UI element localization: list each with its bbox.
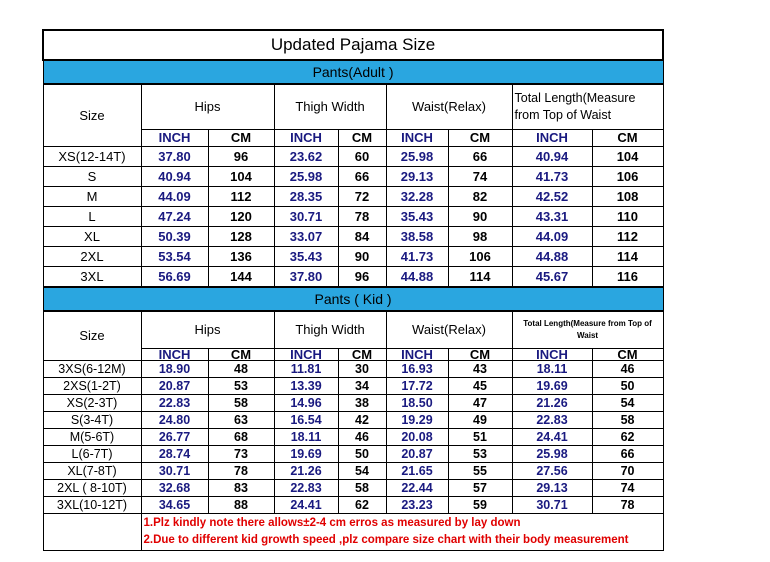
value-inch: 22.83 — [274, 480, 338, 497]
value-inch: 35.43 — [274, 246, 338, 266]
value-cm: 108 — [592, 186, 663, 206]
header-thigh-width: Thigh Width — [274, 84, 386, 129]
value-inch: 24.80 — [141, 412, 208, 429]
table-row — [43, 463, 663, 480]
unit-inch: INCH — [141, 129, 208, 146]
value-inch: 28.35 — [274, 186, 338, 206]
unit-inch: INCH — [386, 349, 448, 361]
value-inch: 18.90 — [141, 361, 208, 378]
value-cm: 42 — [338, 412, 386, 429]
value-cm: 90 — [338, 246, 386, 266]
value-inch: 32.28 — [386, 186, 448, 206]
value-inch: 20.08 — [386, 429, 448, 446]
value-cm: 53 — [448, 446, 512, 463]
size-label: 3XS(6-12M) — [43, 361, 141, 378]
value-cm: 55 — [448, 463, 512, 480]
table-row — [43, 206, 663, 226]
value-inch: 53.54 — [141, 246, 208, 266]
unit-inch: INCH — [512, 129, 592, 146]
value-inch: 26.77 — [141, 429, 208, 446]
size-label: L(6-7T) — [43, 446, 141, 463]
value-inch: 29.13 — [386, 166, 448, 186]
value-inch: 18.11 — [274, 429, 338, 446]
value-cm: 128 — [208, 226, 274, 246]
value-cm: 49 — [448, 412, 512, 429]
value-inch: 11.81 — [274, 361, 338, 378]
value-cm: 66 — [592, 446, 663, 463]
value-cm: 57 — [448, 480, 512, 497]
note-2: 2.Due to different kid growth speed ,plz compare size chart with their body measurement — [143, 534, 629, 546]
value-inch: 20.87 — [141, 378, 208, 395]
value-inch: 17.72 — [386, 378, 448, 395]
value-inch: 20.87 — [386, 446, 448, 463]
value-inch: 50.39 — [141, 226, 208, 246]
value-cm: 50 — [592, 378, 663, 395]
size-label: 3XL(10-12T) — [43, 497, 141, 514]
value-cm: 59 — [448, 497, 512, 514]
section-kid: Pants ( Kid ) — [43, 287, 663, 311]
size-label: XL — [43, 226, 141, 246]
value-inch: 30.71 — [274, 206, 338, 226]
value-inch: 44.09 — [512, 226, 592, 246]
table-row — [43, 266, 663, 287]
value-cm: 47 — [448, 395, 512, 412]
size-label: 2XL — [43, 246, 141, 266]
value-inch: 35.43 — [386, 206, 448, 226]
header-thigh-width: Thigh Width — [274, 311, 386, 349]
unit-inch: INCH — [274, 349, 338, 361]
value-inch: 47.24 — [141, 206, 208, 226]
value-inch: 33.07 — [274, 226, 338, 246]
value-inch: 43.31 — [512, 206, 592, 226]
section-adult: Pants(Adult ) — [43, 60, 663, 84]
value-cm: 63 — [208, 412, 274, 429]
table-row — [43, 226, 663, 246]
value-inch: 41.73 — [512, 166, 592, 186]
size-label: 2XS(1-2T) — [43, 378, 141, 395]
value-inch: 18.50 — [386, 395, 448, 412]
unit-cm: CM — [592, 349, 663, 361]
value-inch: 32.68 — [141, 480, 208, 497]
value-inch: 44.09 — [141, 186, 208, 206]
header-total-length: Total Length(Measure from Top of Waist — [512, 84, 663, 129]
pajama-size-table — [42, 29, 664, 551]
value-cm: 110 — [592, 206, 663, 226]
value-cm: 53 — [208, 378, 274, 395]
value-cm: 70 — [592, 463, 663, 480]
value-cm: 46 — [592, 361, 663, 378]
note-1: 1.Plz kindly note there allows±2-4 cm erros as measured by lay down — [143, 517, 521, 529]
header-hips: Hips — [141, 311, 274, 349]
value-inch: 13.39 — [274, 378, 338, 395]
value-cm: 58 — [208, 395, 274, 412]
value-cm: 46 — [338, 429, 386, 446]
value-cm: 54 — [592, 395, 663, 412]
value-inch: 23.62 — [274, 146, 338, 166]
value-cm: 88 — [208, 497, 274, 514]
value-cm: 116 — [592, 266, 663, 287]
value-inch: 37.80 — [274, 266, 338, 287]
value-cm: 34 — [338, 378, 386, 395]
value-cm: 66 — [338, 166, 386, 186]
value-inch: 34.65 — [141, 497, 208, 514]
value-inch: 44.88 — [512, 246, 592, 266]
value-inch: 19.29 — [386, 412, 448, 429]
unit-cm: CM — [448, 349, 512, 361]
value-cm: 72 — [338, 186, 386, 206]
value-cm: 136 — [208, 246, 274, 266]
value-cm: 51 — [448, 429, 512, 446]
value-inch: 21.26 — [274, 463, 338, 480]
table-row — [43, 412, 663, 429]
value-cm: 50 — [338, 446, 386, 463]
value-inch: 30.71 — [141, 463, 208, 480]
table-row — [43, 186, 663, 206]
value-inch: 19.69 — [512, 378, 592, 395]
table-row — [43, 497, 663, 514]
value-cm: 96 — [338, 266, 386, 287]
value-inch: 56.69 — [141, 266, 208, 287]
value-cm: 43 — [448, 361, 512, 378]
value-inch: 25.98 — [512, 446, 592, 463]
value-inch: 37.80 — [141, 146, 208, 166]
value-inch: 18.11 — [512, 361, 592, 378]
value-cm: 45 — [448, 378, 512, 395]
value-inch: 19.69 — [274, 446, 338, 463]
unit-cm: CM — [448, 129, 512, 146]
size-label: M — [43, 186, 141, 206]
header-size: Size — [43, 84, 141, 146]
value-cm: 73 — [208, 446, 274, 463]
value-inch: 21.26 — [512, 395, 592, 412]
value-cm: 104 — [208, 166, 274, 186]
value-inch: 25.98 — [386, 146, 448, 166]
value-cm: 58 — [592, 412, 663, 429]
header-hips: Hips — [141, 84, 274, 129]
value-cm: 90 — [448, 206, 512, 226]
value-inch: 22.83 — [141, 395, 208, 412]
value-cm: 60 — [338, 146, 386, 166]
size-label: XS(2-3T) — [43, 395, 141, 412]
value-cm: 98 — [448, 226, 512, 246]
table-row — [43, 429, 663, 446]
value-inch: 41.73 — [386, 246, 448, 266]
size-label: 3XL — [43, 266, 141, 287]
value-cm: 114 — [592, 246, 663, 266]
value-cm: 66 — [448, 146, 512, 166]
value-cm: 74 — [592, 480, 663, 497]
unit-inch: INCH — [141, 349, 208, 361]
value-inch: 23.23 — [386, 497, 448, 514]
value-inch: 29.13 — [512, 480, 592, 497]
value-cm: 82 — [448, 186, 512, 206]
value-cm: 54 — [338, 463, 386, 480]
value-inch: 38.58 — [386, 226, 448, 246]
table-row — [43, 361, 663, 378]
value-inch: 28.74 — [141, 446, 208, 463]
value-inch: 21.65 — [386, 463, 448, 480]
size-label: XS(12-14T) — [43, 146, 141, 166]
value-cm: 58 — [338, 480, 386, 497]
value-inch: 30.71 — [512, 497, 592, 514]
table-row — [43, 395, 663, 412]
unit-inch: INCH — [386, 129, 448, 146]
unit-cm: CM — [338, 349, 386, 361]
unit-cm: CM — [592, 129, 663, 146]
value-cm: 62 — [338, 497, 386, 514]
table-row — [43, 146, 663, 166]
value-cm: 112 — [208, 186, 274, 206]
value-inch: 25.98 — [274, 166, 338, 186]
value-cm: 30 — [338, 361, 386, 378]
size-label: XL(7-8T) — [43, 463, 141, 480]
value-cm: 74 — [448, 166, 512, 186]
value-cm: 48 — [208, 361, 274, 378]
value-cm: 106 — [448, 246, 512, 266]
size-label: S(3-4T) — [43, 412, 141, 429]
unit-cm: CM — [208, 129, 274, 146]
value-inch: 40.94 — [512, 146, 592, 166]
value-cm: 38 — [338, 395, 386, 412]
value-inch: 42.52 — [512, 186, 592, 206]
unit-cm: CM — [338, 129, 386, 146]
table-row — [43, 446, 663, 463]
header-waist: Waist(Relax) — [386, 311, 512, 349]
size-label: M(5-6T) — [43, 429, 141, 446]
value-cm: 106 — [592, 166, 663, 186]
size-label: 2XL ( 8-10T) — [43, 480, 141, 497]
table-row — [43, 246, 663, 266]
value-inch: 16.54 — [274, 412, 338, 429]
value-cm: 83 — [208, 480, 274, 497]
value-cm: 96 — [208, 146, 274, 166]
value-cm: 68 — [208, 429, 274, 446]
value-inch: 45.67 — [512, 266, 592, 287]
unit-inch: INCH — [274, 129, 338, 146]
value-cm: 120 — [208, 206, 274, 226]
table-row — [43, 378, 663, 395]
value-inch: 24.41 — [274, 497, 338, 514]
table-row — [43, 166, 663, 186]
value-inch: 22.44 — [386, 480, 448, 497]
unit-cm: CM — [208, 349, 274, 361]
unit-inch: INCH — [512, 349, 592, 361]
table-title: Updated Pajama Size — [43, 30, 663, 60]
notes-cell — [141, 514, 663, 551]
value-cm: 78 — [208, 463, 274, 480]
notes-spacer — [43, 514, 141, 551]
value-inch: 40.94 — [141, 166, 208, 186]
value-cm: 84 — [338, 226, 386, 246]
value-inch: 27.56 — [512, 463, 592, 480]
value-cm: 62 — [592, 429, 663, 446]
value-cm: 114 — [448, 266, 512, 287]
value-inch: 14.96 — [274, 395, 338, 412]
size-label: L — [43, 206, 141, 226]
header-waist: Waist(Relax) — [386, 84, 512, 129]
value-cm: 78 — [338, 206, 386, 226]
value-inch: 16.93 — [386, 361, 448, 378]
size-label: S — [43, 166, 141, 186]
value-cm: 104 — [592, 146, 663, 166]
table-row — [43, 480, 663, 497]
value-inch: 22.83 — [512, 412, 592, 429]
value-inch: 24.41 — [512, 429, 592, 446]
header-total-length: Total Length(Measure from Top of Waist — [512, 311, 663, 349]
value-inch: 44.88 — [386, 266, 448, 287]
value-cm: 78 — [592, 497, 663, 514]
header-size: Size — [43, 311, 141, 361]
value-cm: 112 — [592, 226, 663, 246]
value-cm: 144 — [208, 266, 274, 287]
